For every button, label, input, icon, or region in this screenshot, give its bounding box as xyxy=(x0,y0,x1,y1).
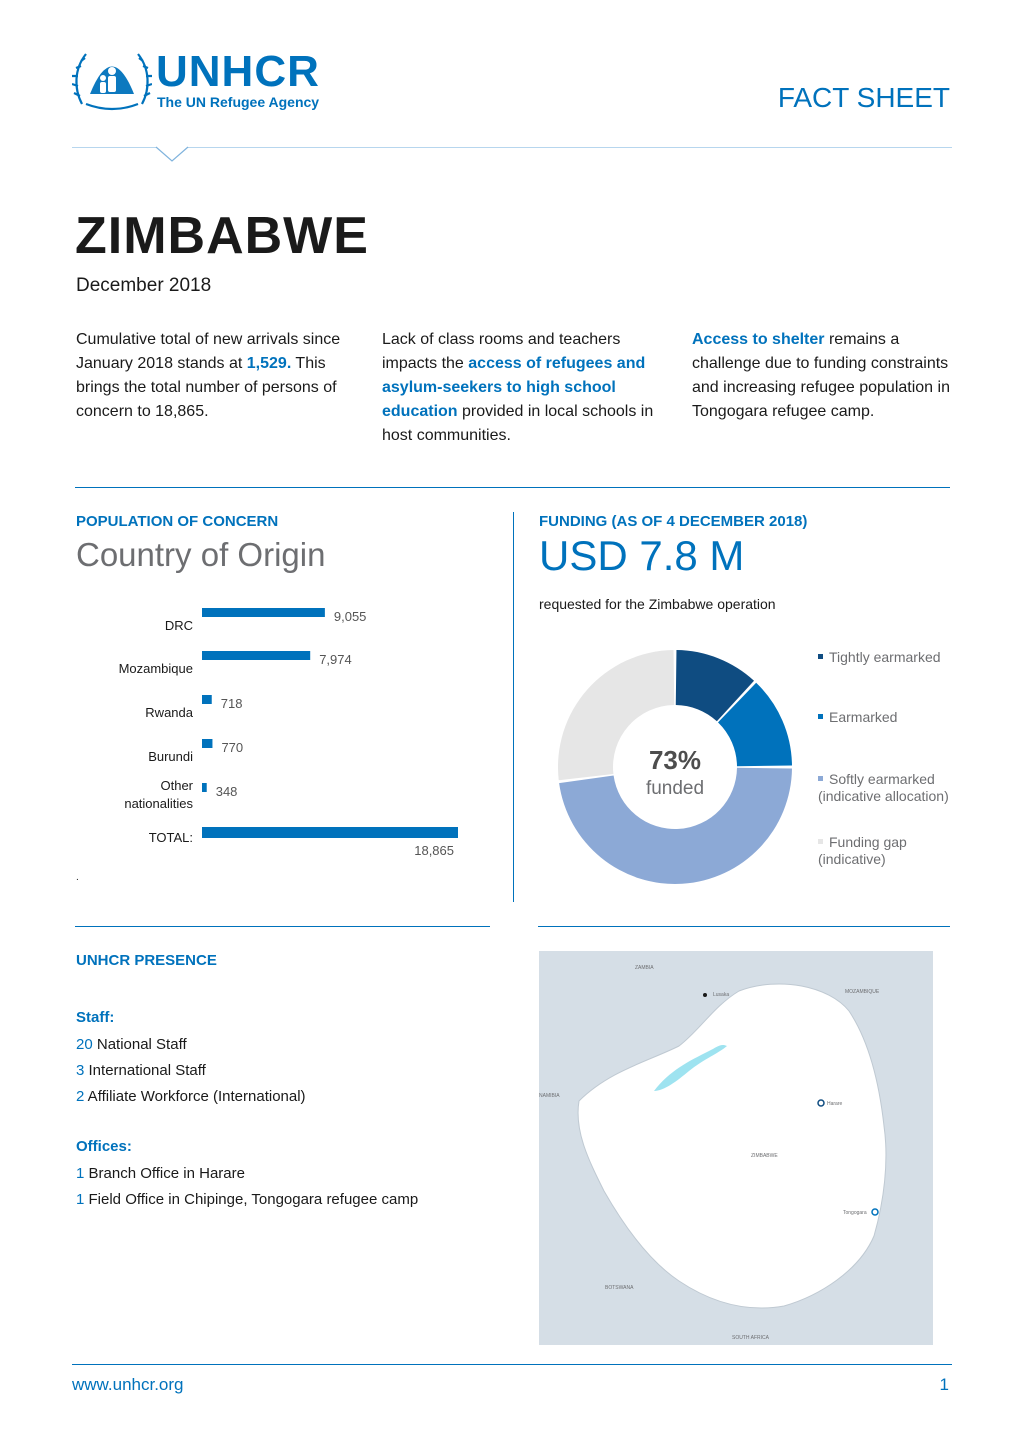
bar-value-label: 718 xyxy=(220,696,243,711)
staff-label: National Staff xyxy=(92,1036,187,1053)
page-date: December 2018 xyxy=(76,275,212,296)
donut-center-value: 73% xyxy=(648,745,702,775)
offices-title: Offices: xyxy=(76,1138,132,1155)
bar-1 xyxy=(202,651,310,660)
staff-label: International Staff xyxy=(84,1062,206,1079)
office-line xyxy=(76,1166,245,1181)
section-divider xyxy=(75,926,490,927)
staff-count: 3 xyxy=(76,1062,85,1079)
column-divider xyxy=(513,512,514,902)
intro-text: Lack of class rooms and teachers impacts the xyxy=(382,331,621,372)
bar-value-label: 18,865 xyxy=(414,843,454,858)
map-label-mozambique: MOZAMBIQUE xyxy=(845,989,880,995)
chart-footnote: . xyxy=(76,872,79,883)
legend-label: Tightly earmarked xyxy=(829,649,941,665)
org-name: UNHCR xyxy=(156,47,320,96)
map-label-botswana: BOTSWANA xyxy=(605,1285,634,1291)
legend-item-softly-earmarked xyxy=(818,771,953,805)
bar-value-label: 7,974 xyxy=(319,652,352,667)
donut-center-label: funded xyxy=(645,778,705,799)
staff-line xyxy=(76,1089,306,1104)
intro-text: Cumulative total of new arrivals since January 2018 stands at xyxy=(76,331,341,372)
funding-note: requested for the Zimbabwe operation xyxy=(539,596,776,612)
office-label: Branch Office in Harare xyxy=(84,1165,245,1182)
bar-0 xyxy=(202,608,325,617)
page-title: ZIMBABWE xyxy=(75,207,369,265)
page-number: 1 xyxy=(939,1375,949,1394)
legend-swatch xyxy=(818,654,823,659)
section-divider xyxy=(538,926,950,927)
intro-column-education xyxy=(382,328,672,448)
legend-label: Funding gap (indicative) xyxy=(818,834,907,867)
staff-count: 2 xyxy=(76,1088,85,1105)
footer-url-link[interactable]: www.unhcr.org xyxy=(72,1375,184,1394)
bar-5 xyxy=(202,827,458,838)
staff-title: Staff: xyxy=(76,1009,115,1026)
office-label: Field Office in Chipinge, Tongogara refugee camp xyxy=(84,1191,419,1208)
tongogara-office-marker-icon xyxy=(872,1209,878,1215)
intro-text: provided in local schools in host communities. xyxy=(382,403,654,444)
bar-2 xyxy=(202,695,212,704)
staff-line xyxy=(76,1037,187,1052)
bar-category-label: Other xyxy=(160,778,193,793)
office-count: 1 xyxy=(76,1191,85,1208)
map-label-south-africa: SOUTH AFRICA xyxy=(732,1335,769,1341)
funding-amount: USD 7.8 M xyxy=(539,532,745,579)
intro-text: This brings the total number of persons of concern to 18,865. xyxy=(76,355,337,420)
legend-swatch xyxy=(818,776,823,781)
unhcr-logo-emblem xyxy=(72,44,152,114)
funding-section-title: FUNDING (AS OF 4 DECEMBER 2018) xyxy=(539,513,808,530)
bar-category-label: Rwanda xyxy=(145,705,193,720)
legend-swatch xyxy=(818,839,823,844)
legend-item-tightly-earmarked xyxy=(818,649,958,666)
legend-label: Earmarked xyxy=(829,709,898,725)
bar-category-label: TOTAL: xyxy=(148,830,193,845)
intro-text: remains a challenge due to funding constraints and increasing refugee population in Tongogara refugee camp. xyxy=(692,331,950,420)
legend-label: Softly earmarked (indicative allocation) xyxy=(818,771,949,804)
org-tagline: The UN Refugee Agency xyxy=(157,94,320,110)
staff-count: 20 xyxy=(76,1036,93,1053)
presence-section-title: UNHCR PRESENCE xyxy=(76,952,217,969)
bar-value-label: 770 xyxy=(221,740,244,755)
bar-value-label: 9,055 xyxy=(333,609,367,624)
legend-swatch xyxy=(818,714,823,719)
chart-title: Country of Origin xyxy=(76,536,326,573)
map-label-namibia: NAMIBIA xyxy=(539,1093,560,1099)
header-divider xyxy=(72,147,952,148)
bar-4 xyxy=(202,783,207,792)
legend-item-earmarked xyxy=(818,709,958,726)
office-count: 1 xyxy=(76,1165,85,1182)
map-label-tongogara: Tongogara xyxy=(843,1210,867,1216)
map-label-lusaka: Lusaka xyxy=(713,992,730,998)
population-section-title: POPULATION OF CONCERN xyxy=(76,513,279,530)
intro-column-shelter xyxy=(692,328,950,424)
intro-column-arrivals xyxy=(76,328,361,424)
bar-category-label: Mozambique xyxy=(118,661,193,676)
bar-3 xyxy=(202,739,212,748)
staff-line xyxy=(76,1063,206,1078)
zimbabwe-map xyxy=(539,951,933,1345)
bar-category-label: Burundi xyxy=(148,749,193,764)
intro-highlight: Access to shelter xyxy=(692,331,825,348)
harare-office-marker-icon xyxy=(818,1100,824,1106)
funding-donut-chart xyxy=(550,642,800,892)
doc-type-label: FACT SHEET xyxy=(777,82,950,113)
legend-item-funding-gap xyxy=(818,834,938,868)
country-of-origin-bar-chart xyxy=(76,590,496,890)
bar-category-label: DRC xyxy=(164,618,193,633)
staff-label: Affiliate Workforce (International) xyxy=(84,1088,306,1105)
map-label-zimbabwe: ZIMBABWE xyxy=(751,1153,778,1159)
lusaka-marker-icon xyxy=(703,993,707,997)
intro-highlight: access of refugees and asylum-seekers to high school education xyxy=(382,355,646,420)
section-divider xyxy=(75,487,950,488)
footer-divider xyxy=(72,1364,952,1365)
intro-highlight: 1,529. xyxy=(246,355,292,372)
bar-value-label: 348 xyxy=(215,784,238,799)
map-label-harare: Harare xyxy=(827,1101,843,1107)
bar-category-label: nationalities xyxy=(124,796,193,811)
map-label-zambia: ZAMBIA xyxy=(635,965,654,971)
office-line xyxy=(76,1192,418,1207)
header-notch-chevron-icon xyxy=(155,146,189,164)
